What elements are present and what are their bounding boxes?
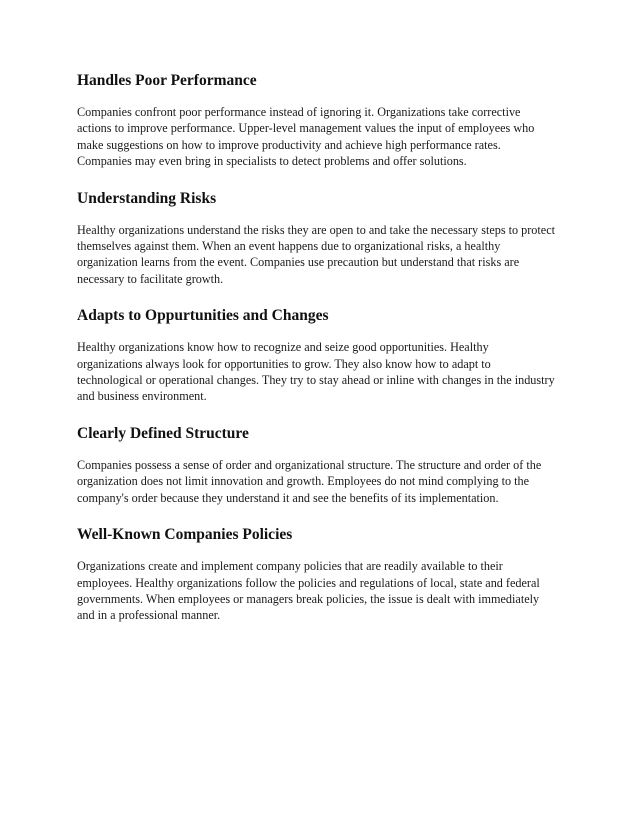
section-understanding-risks xyxy=(77,190,555,288)
section-heading: Clearly Defined Structure xyxy=(77,424,249,442)
section-paragraph: Companies confront poor performance instead of ignoring it. Organizations take corrective actions to improve performance. Upper-level management values the input of employees who make suggestions on how to improve productivity and achieve high performance rates. Companies may even bring in specialists to detect problems and offer solutions. xyxy=(77,105,535,169)
section-paragraph: Healthy organizations know how to recognize and seize good opportunities. Healthy organizations always look for opportunities to grow. They also know how to adapt to technological or operational changes. They try to stay ahead or inline with changes in the industry and business environment. xyxy=(77,340,555,404)
section-paragraph: Organizations create and implement company policies that are readily available to their employees. Healthy organizations follow the policies and regulations of local, state and federal governments. When employees or managers break policies, the issue is dealt with immediately and in a professional manner. xyxy=(77,559,540,623)
section-heading: Handles Poor Performance xyxy=(77,72,257,89)
document-content xyxy=(77,72,555,624)
section-heading: Adapts to Oppurtunities and Changes xyxy=(77,307,329,325)
section-heading: Understanding Risks xyxy=(77,189,217,207)
section-paragraph: Companies possess a sense of order and organizational structure. The structure and order of the organization does not limit innovation and growth. Employees do not mind complying to the company's order because they understand it and see the benefits of its implementation. xyxy=(77,457,542,505)
section-heading: Well-Known Companies Policies xyxy=(77,526,293,544)
section-handles-poor-performance xyxy=(77,72,555,170)
section-well-known-policies xyxy=(77,526,555,624)
section-clearly-defined-structure xyxy=(77,425,555,506)
section-paragraph: Healthy organizations understand the risks they are open to and take the necessary steps to protect themselves against them. When an event happens due to organizational risks, a healthy organization learns from the event. Companies use precaution but understand that risks are necessary to facilitate growth. xyxy=(77,222,555,286)
section-adapts-to-opportunities xyxy=(77,307,555,405)
